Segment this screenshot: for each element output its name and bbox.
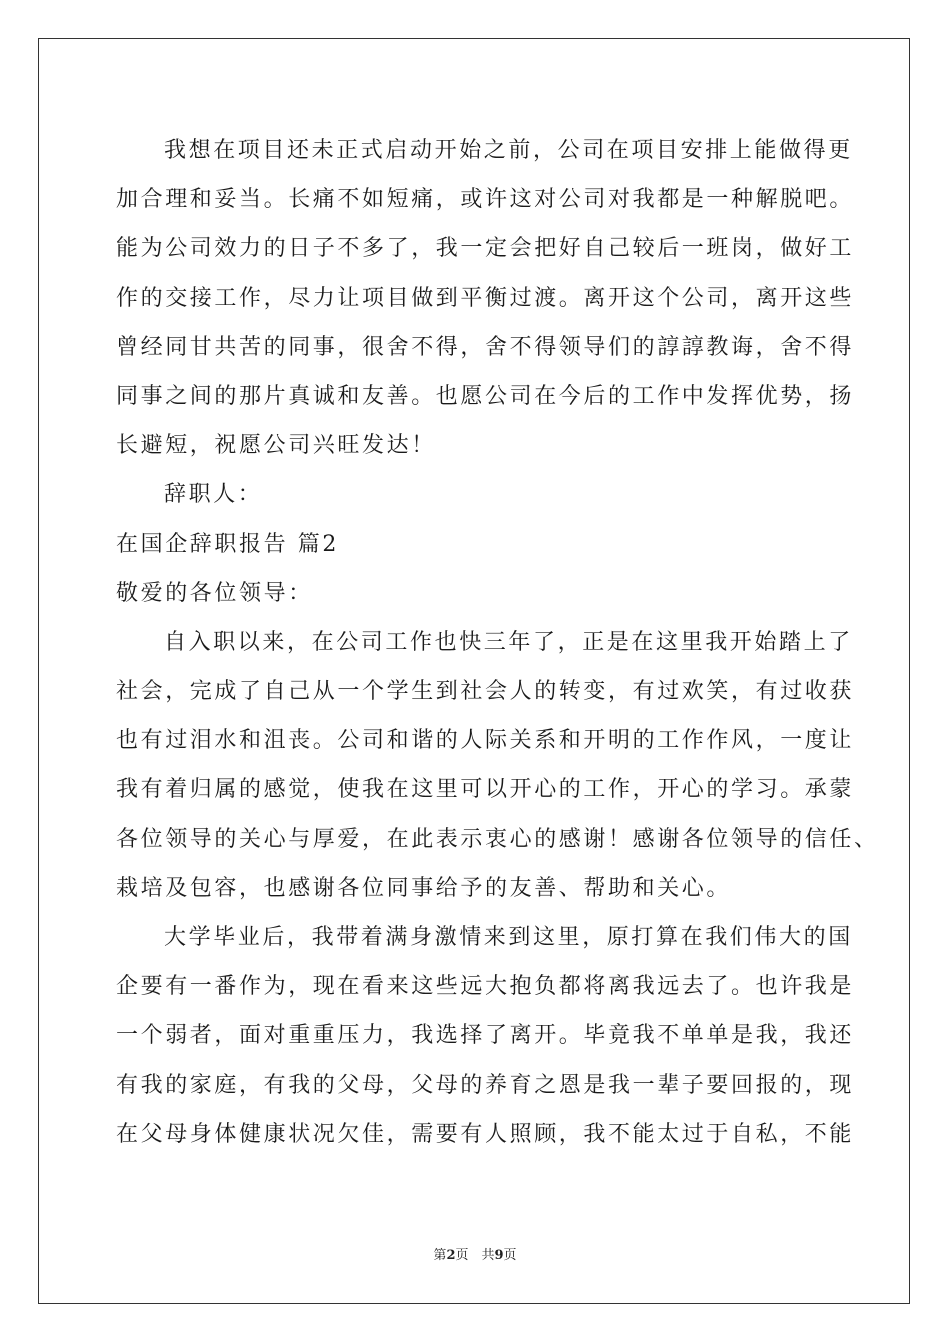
text-line: 自入职以来，在公司工作也快三年了，正是在这里我开始踏上了 [164, 629, 853, 655]
document-body [116, 126, 879, 1159]
footer-mid: 页 共 [455, 1248, 495, 1263]
text-line: 有我的家庭，有我的父母，父母的养育之恩是我一辈子要回报的，现 [116, 1072, 855, 1098]
footer-page-number: 2 [446, 1248, 456, 1263]
text-line: 曾经同甘共苦的同事，很舍不得，舍不得领导们的諄諄教诲，舍不得 [116, 334, 855, 360]
text-line: 我有着归属的感觉，使我在这里可以开心的工作，开心的学习。承蒙 [116, 777, 855, 803]
page-footer [0, 1247, 950, 1265]
text-line: 我想在项目还未正式启动开始之前，公司在项目安排上能做得更 [164, 138, 853, 163]
text-line: 加合理和妥当。长痛不如短痛，或许这对公司对我都是一种解脱吧。 [116, 187, 855, 213]
text-line: 大学毕业后，我带着满身激情来到这里，原打算在我们伟大的国 [164, 925, 853, 950]
footer-total-pages: 9 [494, 1248, 504, 1263]
text-line: 作的交接工作，尽力让项目做到平衡过渡。离开这个公司，离开这些 [116, 285, 855, 311]
text-line: 企要有一番作为，现在看来这些远大抱负都将离我远去了。也许我是 [116, 974, 855, 1000]
text-line: 辞职人： [164, 482, 263, 508]
text-line: 能为公司效力的日子不多了，我一定会把好自己较后一班岗，做好工 [116, 236, 855, 262]
text-line: 同事之间的那片真诚和友善。也愿公司在今后的工作中发挥优势，扬 [116, 383, 855, 409]
text-line: 在国企辞职报告 篇2 [116, 531, 339, 557]
text-line: 敬爱的各位领导： [116, 580, 313, 606]
text-line: 长避短，祝愿公司兴旺发达！ [116, 433, 436, 459]
text-line: 各位领导的关心与厚爱，在此表示衷心的感谢！感谢各位领导的信任、 [116, 826, 879, 852]
text-line: 在父母身体健康状况欠佳，需要有人照顾，我不能太过于自私，不能 [116, 1121, 855, 1147]
text-line: 社会，完成了自己从一个学生到社会人的转变，有过欢笑，有过收获 [116, 679, 855, 705]
text-line: 一个弱者，面对重重压力，我选择了离开。毕竟我不单单是我，我还 [116, 1023, 855, 1049]
text-line: 也有过泪水和沮丧。公司和谐的人际关系和开明的工作作风，一度让 [116, 728, 855, 754]
text-line: 栽培及包容，也感谢各位同事给予的友善、帮助和关心。 [116, 875, 732, 901]
footer-suffix: 页 [503, 1248, 517, 1263]
footer-prefix: 第 [433, 1248, 447, 1263]
